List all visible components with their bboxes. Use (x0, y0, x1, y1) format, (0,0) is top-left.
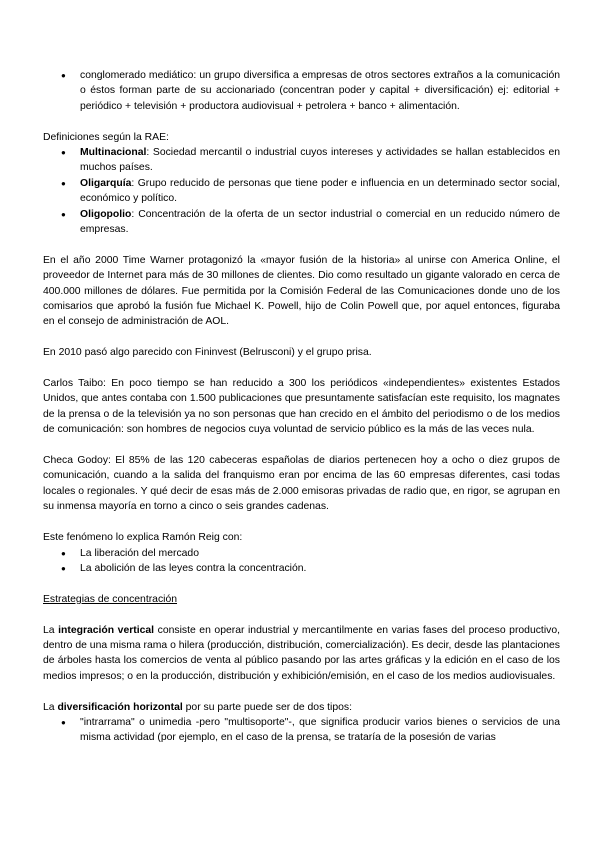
paragraph-diversificacion-horizontal: La diversificación horizontal por su parte puede ser de dos tipos: (43, 701, 352, 713)
definition-oligopolio: ● Oligopolio: Concentración de la oferta de un sector industrial o comercial en un reducido número de empresas. (43, 207, 560, 238)
reig-item-liberacion: ● La liberación del mercado (43, 546, 560, 561)
rae-heading: Definiciones según la RAE: (43, 131, 169, 143)
paragraph-fininvest: En 2010 pasó algo parecido con Fininvest (Belrusconi) y el grupo prisa. (43, 347, 372, 359)
bullet-intrarrama: ● "intrarrama" o unimedia -pero "multisoporte"-, que significa producir varios bienes o servicios de una misma actividad (por ejemplo, en el caso de la prensa, se trataría de la posesión de varias (43, 715, 560, 746)
intro-list (43, 68, 560, 114)
reig-list (43, 546, 560, 577)
paragraph-godoy: Checa Godoy: El 85% de las 120 cabeceras españolas de diarios pertenecen hoy a ocho o diez grupos de comunicación, cuando a la salida del franquismo eran por encima de las 60 empresas diferentes, casi todas locales o regionales. Y qué decir de esas más de 2.000 emisoras privadas de radio que, en rigor, se agrupan en su inmensa mayoría en torno a cinco o seis grandes cadenas. (43, 455, 560, 513)
reig-intro: Este fenómeno lo explica Ramón Reig con: (43, 532, 243, 544)
reig-item-abolicion: ● La abolición de las leyes contra la concentración. (43, 561, 560, 576)
paragraph-integracion-vertical: La integración vertical consiste en operar industrial y mercantilmente en varias fases del proceso productivo, dentro de una misma rama o hilera (producción, distribución, comercialización). Es decir, desde las plantaciones de árboles hasta los comercios de venta al público pasando por las artes gráficas y la edición en el caso de los medios impresos; o en la producción, distribución y exhibición/emisión, en el caso de los medios audiovisuales. (43, 624, 560, 682)
definition-oligarquia: ● Oligarquía: Grupo reducido de personas que tiene poder e influencia en un determinado sector social, económico y político. (43, 176, 560, 207)
definition-multinacional: ● Multinacional: Sociedad mercantil o industrial cuyos intereses y actividades se hallan establecidos en muchos países. (43, 145, 560, 176)
section-heading-estrategias: Estrategias de concentración (43, 593, 178, 605)
rae-definitions-list (43, 145, 560, 237)
horizontal-list (43, 715, 560, 746)
bullet-conglomerado: ● conglomerado mediático: un grupo diversifica a empresas de otros sectores extraños a la comunicación o éstos forman parte de su accionariado (concentran poder y capital + diversificación) ej: editorial + periódico + televisión + productora audiovisual + petrolera + banco + alimentación. (43, 68, 560, 114)
paragraph-aol: En el año 2000 Time Warner protagonizó la «mayor fusión de la historia» al unirse con America Online, el proveedor de Internet para más de 30 millones de clientes. Dio como resultado un gigante valorado en cerca de 400.000 millones de dólares. Fue permitida por la Comisión Federal de las Comunicaciones donde uno de los comisarios que aprobó la fusión fue Michael K. Powell, hijo de Colin Powell que, por aquel entonces, figuraba en el consejo de administración de AOL. (43, 254, 560, 328)
paragraph-taibo: Carlos Taibo: En poco tiempo se han reducido a 300 los periódicos «independientes» existentes Estados Unidos, que antes contaba con 1.500 publicaciones que presuntamente satisfacían este requisito, los magnates de la prensa o de la televisión ya no son personas que han crecido en el ámbito del periodismo o de los medios de comunicación: son hombres de negocios cuya voluntad de servicio público es la más de las veces nula. (43, 378, 560, 436)
